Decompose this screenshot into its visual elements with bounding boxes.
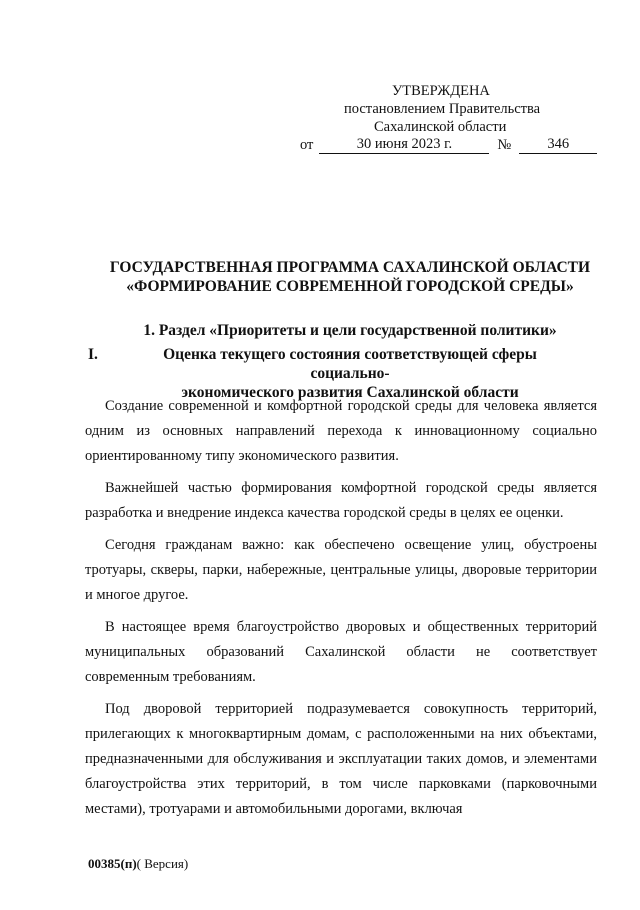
approval-block: [300, 82, 620, 154]
paragraph: Сегодня гражданам важно: как обеспечено освещение улиц, обустроены тротуары, скверы, парки, набережные, центральные улицы, дворовые территории и многое другое.: [85, 537, 597, 603]
approval-by-line: постановлением Правительства: [344, 101, 541, 117]
approval-title: УТВЕРЖДЕНА: [392, 83, 490, 99]
paragraph: Создание современной и комфортной городской среды для человека является одним из основных направлений перехода к инновационному социально ориентированному типу экономического развития.: [85, 398, 597, 464]
paragraph: Под дворовой территорией подразумевается совокупность территорий, прилегающих к многоквартирным домам, с расположенными на них объектами, предназначенными для обслуживания и эксплуатации таких домов, и элементами благоустройства этих территорий, в том числе парковками (парковочными местами), тротуарами и автомобильными дорогами, включая: [85, 701, 597, 817]
paragraph: В настоящее время благоустройство дворовых и общественных территорий муниципальных образований Сахалинской области не соответствует современным требованиям.: [85, 619, 597, 685]
paragraph: Важнейшей частью формирования комфортной городской среды является разработка и внедрение индекса качества городской среды в целях ее оценки.: [85, 480, 597, 521]
approval-region-line: Сахалинской области: [374, 119, 507, 135]
document-version: ( Версия): [136, 856, 189, 871]
document-footer: [88, 856, 188, 872]
section-heading: 1. Раздел «Приоритеты и цели государственной политики»: [143, 322, 557, 339]
approval-date: 30 июня 2023 г.: [319, 136, 489, 154]
number-label: №: [497, 137, 512, 153]
document-code: 00385(п): [88, 856, 137, 871]
program-title-line-2: «ФОРМИРОВАНИЕ СОВРЕМЕННОЙ ГОРОДСКОЙ СРЕДЫ»: [126, 278, 574, 295]
from-label: от: [300, 137, 314, 153]
program-title-line-1: ГОСУДАРСТВЕННАЯ ПРОГРАММА САХАЛИНСКОЙ ОБЛАСТИ: [109, 259, 591, 276]
subsection-title-line-1: Оценка текущего состояния соответствующей сферы социально-: [163, 346, 537, 382]
approval-date-line: [300, 136, 620, 154]
program-title: [60, 258, 640, 296]
subsection-title-line-2: экономического развития Сахалинской области: [181, 384, 519, 401]
subsection-number: I.: [88, 346, 98, 363]
approval-number: 346: [519, 136, 597, 154]
body-text: [85, 394, 597, 829]
